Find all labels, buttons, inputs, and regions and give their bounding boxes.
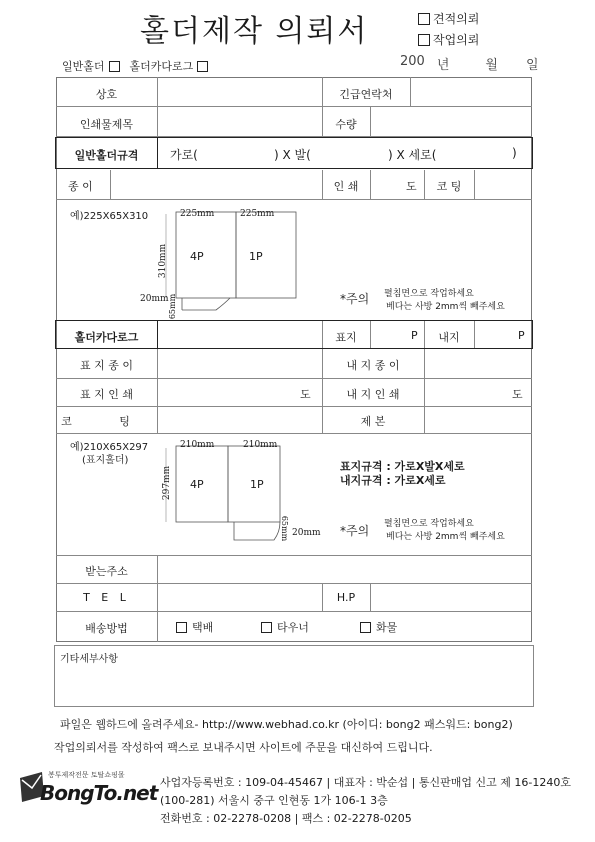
cover-print-label: 표 지 인 쇄	[80, 388, 133, 401]
print-title-field[interactable]	[158, 107, 321, 135]
inner-p-unit: P	[518, 329, 525, 342]
inner-paper-field[interactable]	[425, 350, 531, 377]
divider	[157, 138, 158, 168]
catalog-label: 홀더카다로그	[74, 331, 139, 344]
cover-p-unit: P	[411, 329, 418, 342]
year-label: 년	[436, 58, 450, 73]
tower-checkbox[interactable]	[261, 622, 272, 633]
estimate-label: 견적의뢰	[433, 12, 480, 26]
divider	[474, 321, 475, 348]
cover-paper-field[interactable]	[158, 350, 321, 377]
inner-paper-label: 내 지 종 이	[346, 359, 400, 372]
year-prefix: 200	[400, 54, 425, 69]
print-title-label: 인쇄물제목	[79, 118, 134, 131]
ex2-spec-inner: 내지규격 : 가로X세로	[340, 474, 446, 487]
catalog-holder-label: 홀더카다로그	[129, 60, 194, 73]
paper-field[interactable]	[111, 171, 321, 198]
general-holder-checkbox[interactable]	[109, 61, 120, 72]
ex1-flap: 20mm	[140, 294, 169, 304]
ex1-pocket: 65mm	[168, 293, 178, 320]
ex2-page-left: 4P	[190, 478, 204, 491]
divider	[370, 321, 371, 348]
parcel-label: 택배	[192, 621, 214, 634]
hp-label: H.P	[336, 591, 356, 604]
ex2-width2: 210mm	[243, 440, 278, 450]
example2-sub: (표지홀더)	[82, 455, 129, 466]
example1-spec: 예)225X65X310	[70, 211, 149, 222]
spec-close-label: )	[512, 146, 517, 160]
divider	[370, 170, 371, 199]
company-label: 상호	[95, 88, 118, 101]
ex1-width2: 225mm	[240, 209, 275, 219]
date-line	[400, 54, 539, 73]
ex2-pocket: 65mm	[280, 515, 290, 542]
etc-box[interactable]	[54, 645, 534, 707]
estimate-request-option[interactable]	[418, 10, 479, 27]
coating-field[interactable]	[475, 171, 531, 198]
inner-print-degree: 도	[512, 388, 523, 401]
divider	[56, 378, 532, 379]
ex2-note-label: *주의	[340, 524, 370, 538]
hp-field[interactable]	[371, 584, 531, 610]
month-label: 월	[485, 58, 498, 73]
ex2-page-right: 1P	[250, 478, 264, 491]
binding-field[interactable]	[425, 407, 531, 432]
tower-label: 타우너	[277, 621, 309, 634]
spec-width-label: 가로(	[170, 148, 198, 162]
work-checkbox[interactable]	[418, 34, 430, 46]
ex2-spec-cover: 표지규격 : 가로X발X세로	[340, 460, 465, 473]
binding-label: 제 본	[360, 415, 386, 428]
brand-tagline: 봉투제작전문 토탈쇼핑몰	[48, 771, 125, 779]
estimate-checkbox[interactable]	[418, 13, 430, 25]
company-field[interactable]	[158, 78, 321, 105]
general-spec-label: 일반홀더규격	[74, 149, 139, 162]
notice-webhard: 파일은 웹하드에 올려주세요- http://www.webhad.co.kr (아이디: bong2 패스워드: bong2)	[60, 718, 513, 731]
inner-print-label: 내 지 인 쇄	[346, 388, 400, 401]
catalog-holder-checkbox[interactable]	[197, 61, 208, 72]
cover-paper-label: 표 지 종 이	[80, 359, 133, 372]
tel-field[interactable]	[158, 584, 321, 610]
divider	[56, 199, 532, 200]
printing-degree-label: 도	[406, 180, 417, 193]
ex1-page-left: 4P	[190, 250, 204, 263]
ship-option-parcel[interactable]	[176, 619, 213, 635]
company-info-contact: 전화번호 : 02-2278-0208 | 팩스 : 02-2278-0205	[160, 812, 412, 825]
freight-label: 화물	[376, 621, 398, 634]
company-info-address: (100-281) 서울시 중구 인현동 1가 106-1 3층	[160, 794, 388, 807]
parcel-checkbox[interactable]	[176, 622, 187, 633]
catalog-coating-label: 코 팅	[61, 415, 152, 428]
cover-print-degree: 도	[300, 388, 311, 401]
ex1-note-line2: 베다는 사방 2mm씩 빼주세요	[386, 302, 505, 312]
divider	[56, 611, 532, 612]
ex2-flap: 20mm	[292, 528, 321, 538]
ship-option-freight[interactable]	[360, 619, 397, 635]
example2-spec: 예)210X65X297	[70, 442, 149, 453]
day-label: 일	[525, 58, 539, 73]
work-label: 작업의뢰	[433, 33, 480, 47]
general-holder-label: 일반홀더	[62, 60, 105, 73]
catalog-coating-field[interactable]	[158, 407, 321, 432]
etc-label: 기타세부사항	[60, 654, 118, 665]
address-field[interactable]	[158, 556, 531, 582]
freight-checkbox[interactable]	[360, 622, 371, 633]
address-label: 받는주소	[85, 565, 128, 578]
emergency-contact-field[interactable]	[411, 78, 531, 105]
quantity-label: 수량	[335, 118, 357, 131]
company-info-registration: 사업자등록번호 : 109-04-45467 | 대표자 : 박순섭 | 통신판매업 신고 제 16-1240호	[160, 776, 571, 789]
ship-option-tower[interactable]	[261, 619, 309, 635]
ex2-height: 297mm	[162, 465, 173, 501]
quantity-field[interactable]	[371, 107, 531, 135]
ex1-height: 310mm	[158, 243, 169, 279]
work-request-option[interactable]	[418, 31, 479, 48]
ex1-width1: 225mm	[180, 209, 215, 219]
paper-label: 종 이	[68, 180, 93, 193]
cover-label: 표지	[335, 331, 357, 344]
divider	[56, 433, 532, 434]
printing-label: 인 쇄	[333, 180, 359, 193]
ex2-note-line2: 베다는 사방 2mm씩 빼주세요	[386, 532, 505, 542]
ex2-note-line1: 펼침면으로 작업하세요	[384, 519, 474, 529]
holder-type-line	[62, 58, 208, 74]
catalog-field[interactable]	[158, 322, 321, 347]
coating-label: 코 팅	[436, 180, 462, 193]
shipping-method-label: 배송방법	[85, 622, 128, 635]
ex1-page-right: 1P	[249, 250, 263, 263]
emergency-contact-label: 긴급연락처	[339, 88, 393, 101]
tel-label: T E L	[83, 591, 130, 604]
ex2-width1: 210mm	[180, 440, 215, 450]
ex1-note-label: *주의	[340, 292, 370, 306]
notice-fax: 작업의뢰서를 작성하여 팩스로 보내주시면 사이트에 주문을 대신하여 드립니다.	[54, 741, 433, 754]
form-title: 홀더제작 의뢰서	[140, 14, 369, 49]
brand-logo: BongTo.net	[40, 781, 158, 805]
inner-label: 내지	[438, 331, 460, 344]
spec-x1-label: ) X 발(	[274, 148, 311, 162]
spec-x2-label: ) X 세로(	[388, 148, 437, 162]
ex1-note-line1: 펼침면으로 작업하세요	[384, 289, 474, 299]
